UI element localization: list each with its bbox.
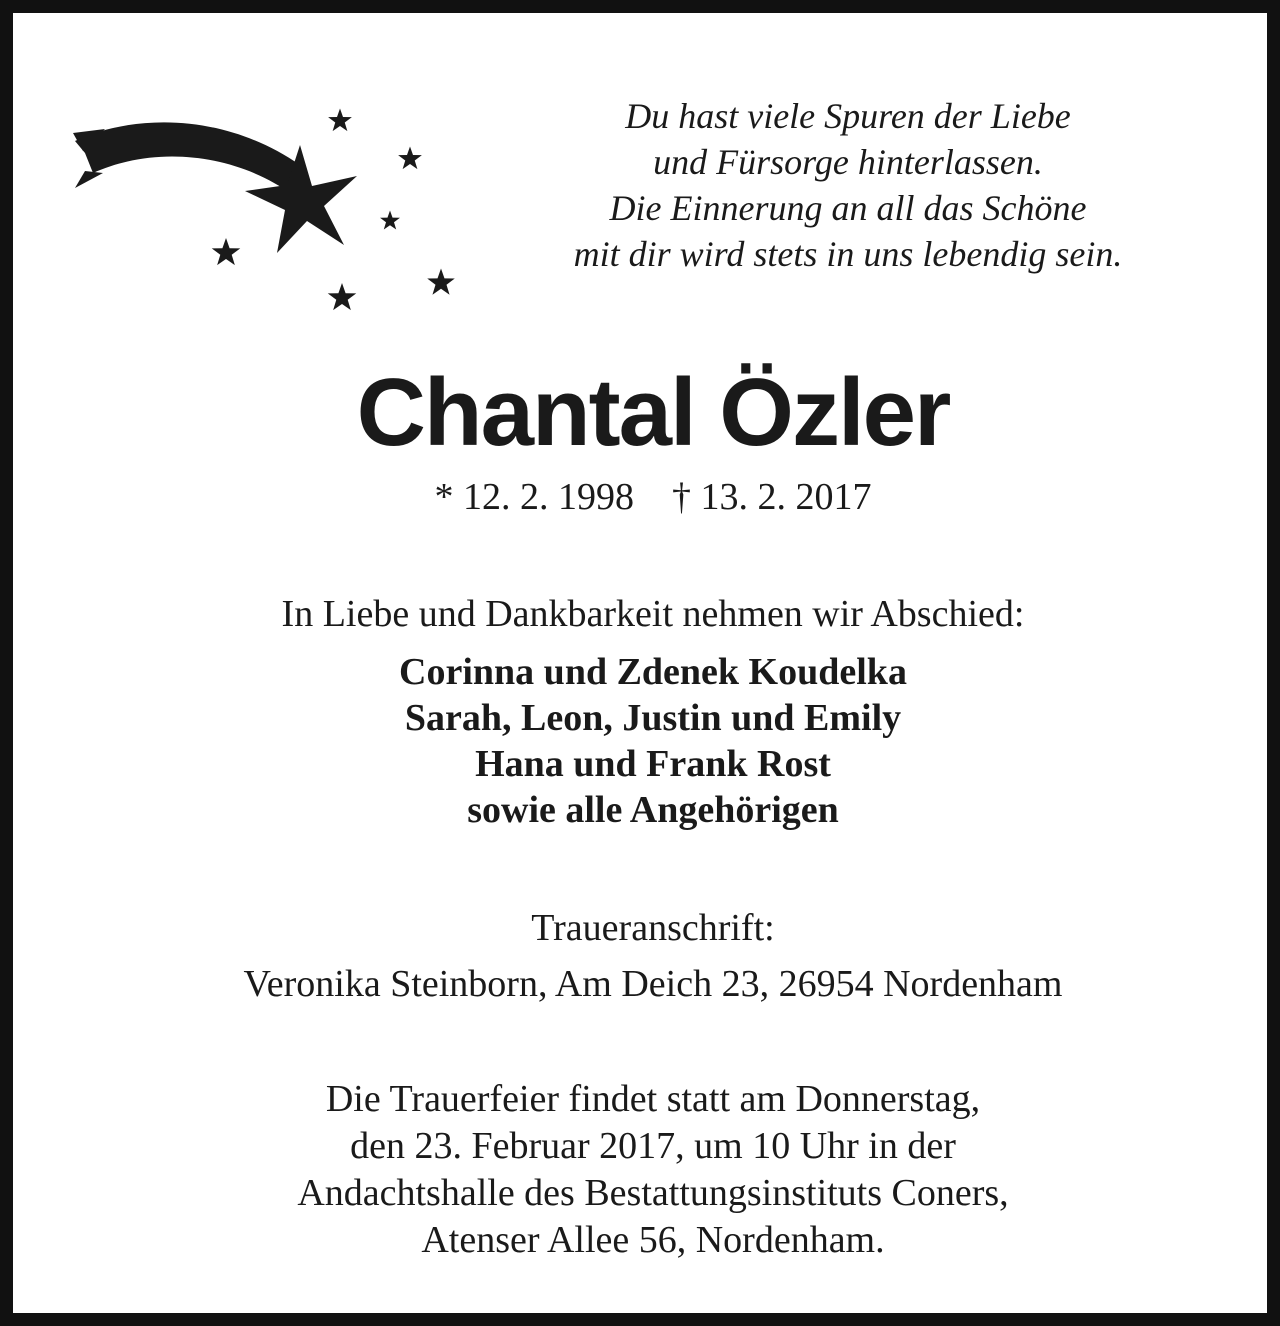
quote-line: und Fürsorge hinterlassen. — [653, 142, 1043, 182]
mourning-address-label: Traueranschrift: — [531, 907, 775, 949]
deceased-name: Chantal Özler — [356, 359, 950, 466]
shooting-star-icon — [65, 93, 485, 343]
funeral-service-info — [13, 1076, 1280, 1264]
mourner-line: Corinna und Zdenek Koudelka — [399, 651, 907, 693]
farewell-text: In Liebe und Dankbarkeit nehmen wir Abschied: — [281, 593, 1025, 635]
quote-line: Die Einnerung an all das Schöne — [609, 188, 1087, 228]
life-dates: * 12. 2. 1998 † 13. 2. 2017 — [434, 476, 872, 518]
mourner-line: Sarah, Leon, Justin und Emily — [404, 697, 902, 739]
memorial-quote — [483, 93, 1213, 277]
service-line: Andachtshalle des Bestattungsinstituts Coners, — [297, 1172, 1009, 1214]
quote-line: mit dir wird stets in uns lebendig sein. — [573, 234, 1123, 274]
service-line: Atenser Allee 56, Nordenham. — [421, 1219, 885, 1261]
service-line: Die Trauerfeier findet statt am Donnerstag, — [325, 1078, 981, 1120]
service-line: den 23. Februar 2017, um 10 Uhr in der — [350, 1125, 956, 1167]
mourning-address: Veronika Steinborn, Am Deich 23, 26954 Nordenham — [243, 963, 1063, 1005]
mourner-line: sowie alle Angehörigen — [467, 789, 839, 831]
quote-line: Du hast viele Spuren der Liebe — [625, 96, 1071, 136]
mourner-line: Hana und Frank Rost — [475, 743, 831, 785]
mourners-list — [13, 649, 1280, 833]
